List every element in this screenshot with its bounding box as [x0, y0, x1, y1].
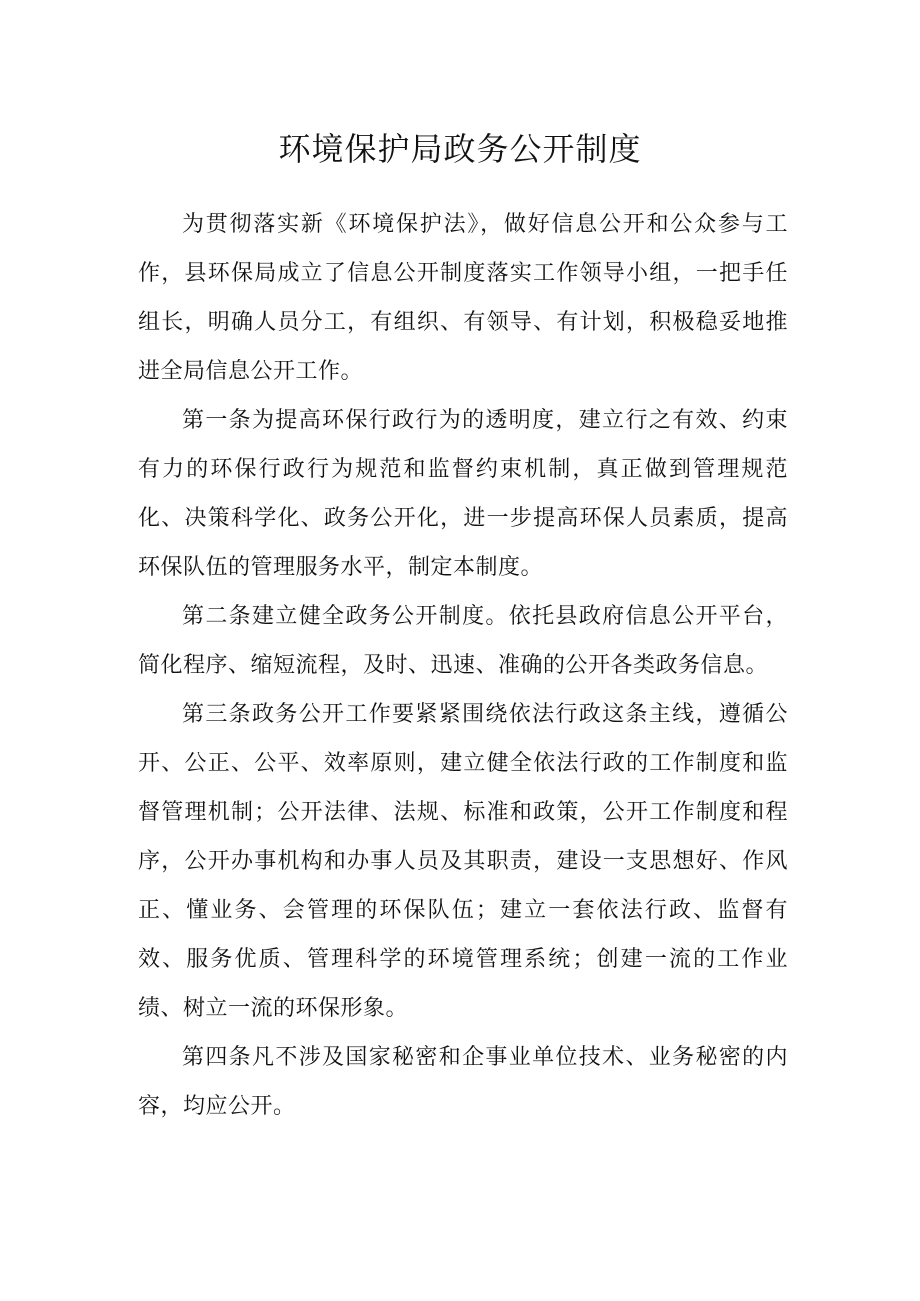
paragraph-intro: 为贯彻落实新《环境保护法》，做好信息公开和公众参与工作，县环保局成立了信息公开制度落实工作领导小组，一把手任组长，明确人员分工，有组织、有领导、有计划，积极稳妥地推进全局信息公开工作。: [138, 212, 788, 384]
paragraph-article-1: 第一条为提高环保行政行为的透明度，建立行之有效、约束有力的环保行政行为规范和监督约束机制，真正做到管理规范化、决策科学化、政务公开化，进一步提高环保人员素质，提高环保队伍的管理服务水平，制定本制度。: [138, 408, 788, 580]
document-body: [138, 200, 788, 1131]
paragraph-article-3: 第三条政务公开工作要紧紧围绕依法行政这条主线，遵循公开、公正、公平、效率原则，建立健全依法行政的工作制度和监督管理机制；公开法律、法规、标准和政策，公开工作制度和程序，公开办事机构和办事人员及其职责，建设一支思想好、作风正、懂业务、会管理的环保队伍；建立一套依法行政、监督有效、服务优质、管理科学的环境管理系统；创建一流的工作业绩、树立一流的环保形象。: [138, 702, 788, 1021]
document-title: 环境保护局政务公开制度: [278, 130, 642, 168]
paragraph-article-4: 第四条凡不涉及国家秘密和企事业单位技术、业务秘密的内容，均应公开。: [138, 1045, 788, 1119]
paragraph-article-2: 第二条建立健全政务公开制度。依托县政府信息公开平台，简化程序、缩短流程，及时、迅速、准确的公开各类政务信息。: [138, 604, 788, 678]
